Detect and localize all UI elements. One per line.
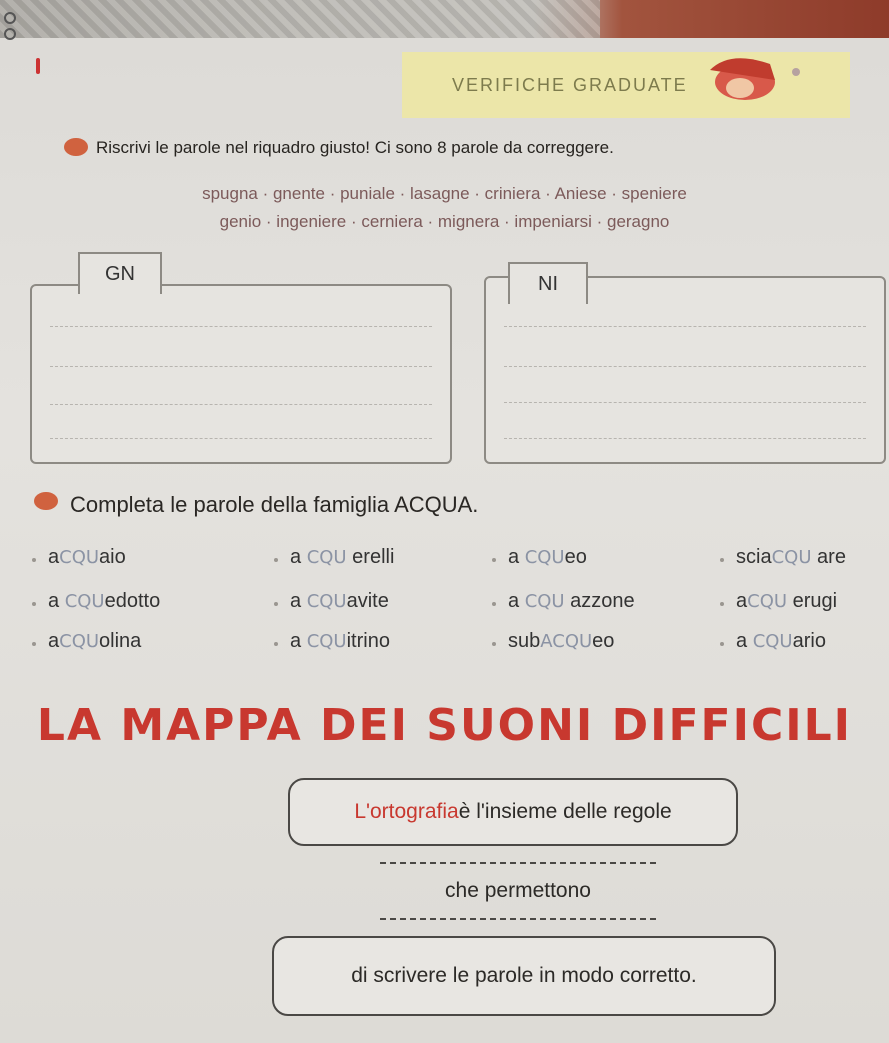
word-suffix: are (811, 546, 846, 568)
list-bullet (274, 558, 278, 562)
word-suffix: erugi (787, 590, 838, 612)
acqua-word-item[interactable] (508, 630, 614, 653)
word-prefix: scia (736, 546, 772, 568)
list-bullet (32, 642, 36, 646)
exercise2-instruction: Completa le parole della famiglia ACQUA. (70, 492, 479, 517)
word-suffix: aio (99, 546, 126, 568)
connector-text: che permettono (445, 879, 591, 902)
handwritten-fill[interactable]: CQU (306, 591, 347, 612)
list-bullet (492, 602, 496, 606)
word-prefix: a (290, 630, 307, 652)
word-suffix: ario (792, 630, 826, 652)
exercise-badge-icon (64, 138, 88, 156)
conclusion-text: di scrivere le parole in modo corretto. (351, 964, 697, 987)
word-suffix: avite (346, 590, 389, 612)
acqua-word-item[interactable] (48, 546, 126, 569)
word-suffix: eo (592, 630, 615, 652)
word-suffix: edotto (104, 590, 161, 612)
handwritten-fill[interactable]: CQU (524, 547, 565, 568)
handwritten-fill[interactable]: CQU (752, 631, 793, 652)
handwritten-fill[interactable]: ACQU (540, 631, 593, 652)
exercise1-instruction: Riscrivi le parole nel riquadro giusto! Ci sono 8 parole da correggere. (96, 138, 614, 157)
ni-tab-label: NI (508, 262, 588, 304)
list-bullet (274, 642, 278, 646)
definition-text: è l'insieme delle regole (458, 800, 672, 823)
list-bullet (720, 642, 724, 646)
spiral-binding-icon (2, 10, 18, 60)
gn-answer-box[interactable] (30, 284, 452, 464)
handwritten-fill[interactable]: CQU (306, 547, 347, 568)
elf-illustration-icon (700, 50, 810, 110)
list-bullet (720, 558, 724, 562)
word-list-line2: genio · ingeniere · cerniera · mignera · impeniarsi · geragno (219, 212, 670, 231)
handwritten-fill[interactable]: CQU (747, 591, 788, 612)
acqua-word-item[interactable] (736, 546, 846, 569)
map-box-definition (288, 778, 738, 846)
map-title: LA MAPPA DEI SUONI DIFFICILI (36, 700, 853, 751)
handwritten-fill[interactable]: CQU (64, 591, 105, 612)
word-prefix: a (736, 630, 753, 652)
word-suffix: azzone (564, 590, 635, 612)
ni-answer-box[interactable] (484, 276, 886, 464)
word-prefix: a (48, 590, 65, 612)
acqua-word-item[interactable] (290, 546, 394, 569)
handwritten-fill[interactable]: CQU (59, 631, 100, 652)
list-bullet (32, 558, 36, 562)
acqua-word-item[interactable] (290, 590, 389, 613)
word-prefix: a (290, 546, 307, 568)
handwritten-fill[interactable]: CQU (524, 591, 565, 612)
acqua-word-item[interactable] (290, 630, 390, 653)
word-prefix: a (48, 630, 60, 652)
fabric-texture (0, 0, 600, 38)
acqua-word-item[interactable] (48, 590, 160, 613)
word-prefix: a (508, 590, 525, 612)
word-list-line1: spugna · gnente · puniale · lasagne · criniera · Aniese · speniere (202, 184, 687, 203)
exercise-badge-icon (34, 492, 58, 510)
banner-title: VERIFICHE GRADUATE (452, 74, 688, 95)
word-suffix: erelli (346, 546, 395, 568)
map-box-connector (380, 862, 656, 920)
gn-tab-label: GN (78, 252, 162, 294)
acqua-word-item[interactable] (736, 630, 826, 653)
list-bullet (492, 558, 496, 562)
acqua-word-item[interactable] (508, 546, 587, 569)
list-bullet (274, 602, 278, 606)
list-bullet (492, 642, 496, 646)
handwritten-fill[interactable]: CQU (306, 631, 347, 652)
word-prefix: sub (508, 630, 541, 652)
list-bullet (720, 602, 724, 606)
word-prefix: a (48, 546, 60, 568)
word-prefix: a (508, 546, 525, 568)
word-prefix: a (290, 590, 307, 612)
word-suffix: olina (99, 630, 142, 652)
acqua-word-item[interactable] (48, 630, 141, 653)
handwritten-fill[interactable]: CQU (771, 547, 812, 568)
list-bullet (32, 602, 36, 606)
acqua-word-item[interactable] (736, 590, 837, 613)
word-suffix: itrino (346, 630, 390, 652)
acqua-word-item[interactable] (508, 590, 635, 613)
ortografia-term: L'ortografia (354, 800, 459, 823)
word-suffix: eo (564, 546, 587, 568)
red-mark (36, 58, 40, 74)
word-prefix: a (736, 590, 748, 612)
map-box-conclusion (272, 936, 776, 1016)
handwritten-fill[interactable]: CQU (59, 547, 100, 568)
